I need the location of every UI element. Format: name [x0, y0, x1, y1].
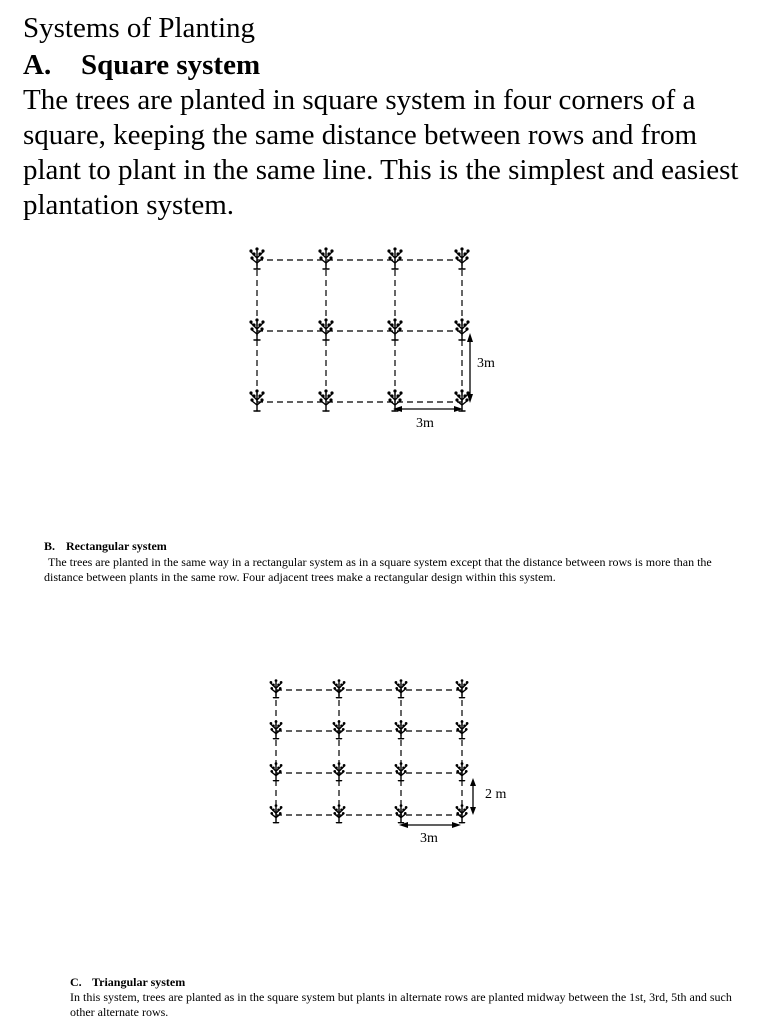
section-b-title: Rectangular system [66, 539, 167, 553]
section-c-text: In this system, trees are planted as in the square system but plants in alternate rows are planted midway between the 1st, 3rd, 5th and such other alternate rows. [70, 990, 732, 1019]
plant-spacing-arrow [393, 406, 463, 412]
section-b-letter: B. [44, 539, 56, 553]
tree-icon [333, 804, 346, 822]
plant-spacing-label: 3m [416, 416, 434, 431]
section-a-text: The trees are planted in square system in four corners of a square, keeping the same distance between rows and from plant to plant in the same line. This is the simplest and easiest plantation system. [23, 84, 739, 221]
tree-icon [395, 804, 408, 822]
tree-icon [387, 318, 402, 340]
tree-icon [270, 720, 283, 738]
section-a-title: Square system [81, 49, 261, 81]
square-system-diagram [249, 247, 495, 431]
page-heading: Systems of Planting [23, 12, 256, 44]
tree-icon [454, 318, 469, 340]
rectangular-system-diagram [270, 679, 507, 846]
tree-icon [270, 804, 283, 822]
plant-spacing-arrow [399, 822, 461, 828]
tree-icon [318, 389, 333, 411]
tree-icon [456, 804, 469, 822]
tree-icon [395, 679, 408, 697]
section-a-letter: A. [23, 49, 52, 81]
tree-icon [395, 762, 408, 780]
tree-icon [456, 720, 469, 738]
tree-icon [454, 247, 469, 269]
row-spacing-label: 2 m [485, 787, 507, 802]
row-spacing-label: 3m [477, 356, 495, 371]
tree-icon [249, 247, 264, 269]
tree-icon [249, 389, 264, 411]
tree-icon [333, 679, 346, 697]
tree-icon [270, 762, 283, 780]
section-c-title: Triangular system [92, 975, 186, 989]
section-c-heading [70, 975, 185, 990]
section-c-letter: C. [70, 975, 82, 989]
tree-icon [333, 762, 346, 780]
row-spacing-arrow [470, 778, 476, 815]
tree-icon [456, 679, 469, 697]
plant-spacing-label: 3m [420, 831, 438, 846]
tree-icon [270, 679, 283, 697]
tree-icon [318, 318, 333, 340]
section-b-heading [44, 539, 167, 554]
tree-icon [387, 247, 402, 269]
tree-icon [318, 247, 333, 269]
tree-icon [333, 720, 346, 738]
tree-icon [456, 762, 469, 780]
tree-icon [395, 720, 408, 738]
tree-icon [249, 318, 264, 340]
section-b-text: The trees are planted in the same way in a rectangular system as in a square system except that the distance between rows is more than the distance between plants in the same row. Four adjacent trees make a rectangular design within this system. [44, 555, 712, 584]
